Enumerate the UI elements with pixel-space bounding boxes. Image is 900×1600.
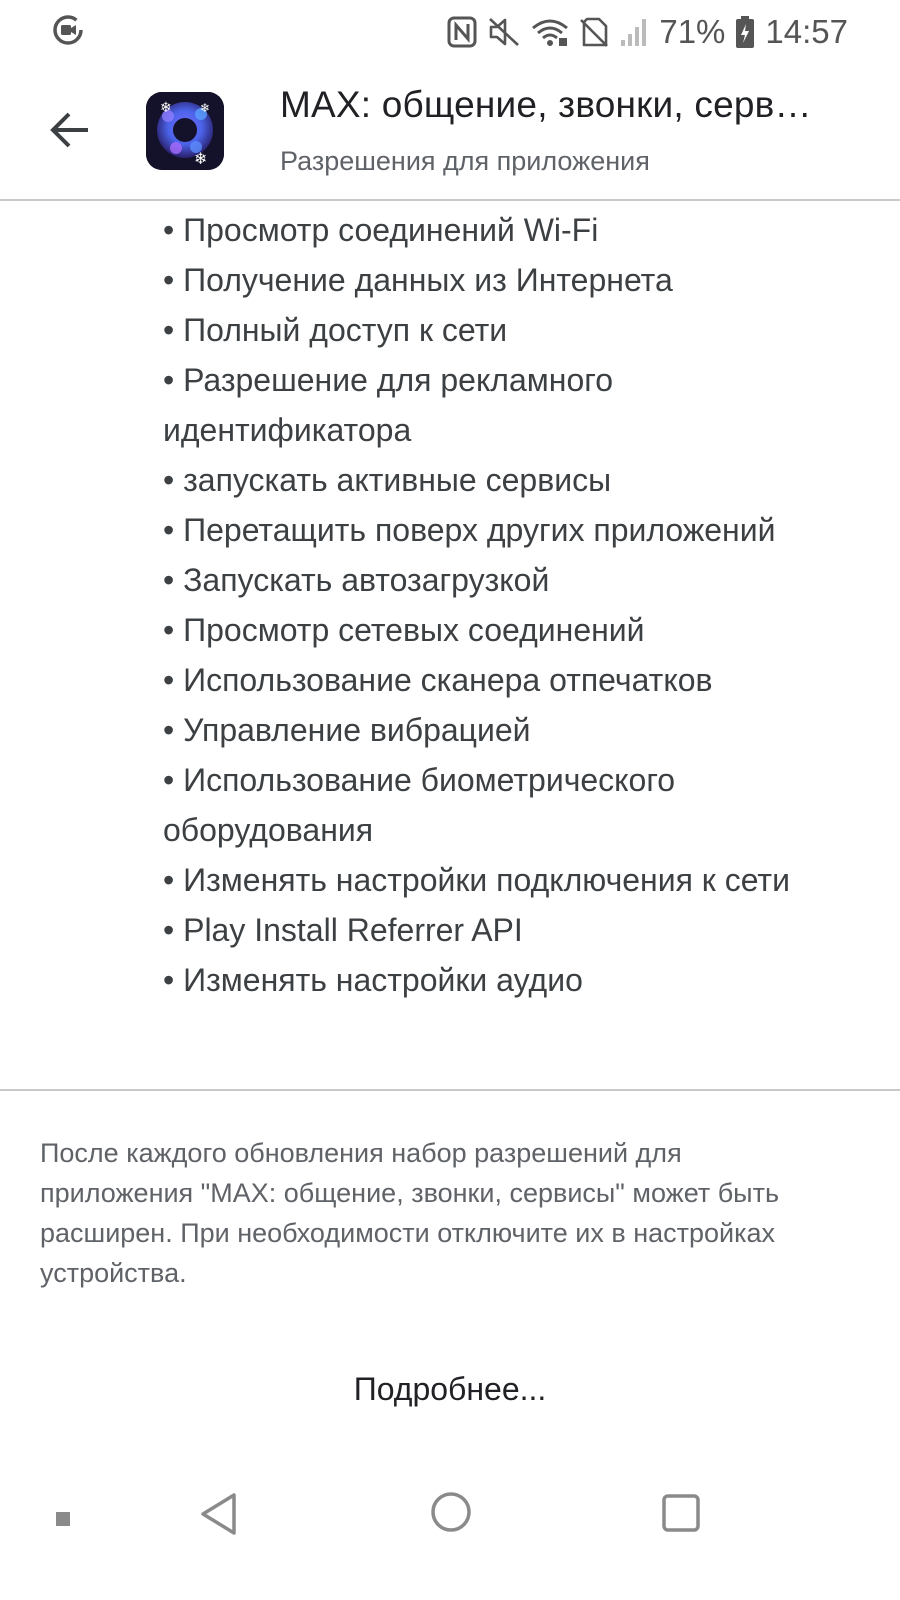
list-item: • Управление вибрацией xyxy=(163,712,531,748)
list-item: • Play Install Referrer API xyxy=(163,912,523,948)
app-header xyxy=(0,64,900,200)
back-button[interactable] xyxy=(40,100,100,160)
svg-text:❄: ❄ xyxy=(200,101,211,115)
small-square-icon xyxy=(54,1510,74,1530)
svg-text:❄: ❄ xyxy=(194,149,208,168)
list-item: • Просмотр сетевых соединений xyxy=(163,612,645,648)
list-item: • Использование сканера отпечатков xyxy=(163,662,713,698)
svg-text:❄: ❄ xyxy=(160,100,172,116)
circle-home-icon xyxy=(429,1490,473,1534)
app-icon xyxy=(146,92,224,170)
list-item: • Разрешение для рекламного идентификатора xyxy=(163,362,613,448)
status-bar xyxy=(0,0,900,64)
nav-back-button[interactable] xyxy=(198,1490,242,1543)
triangle-back-icon xyxy=(198,1490,242,1538)
system-nav-bar xyxy=(0,1520,900,1600)
nav-home-button[interactable] xyxy=(429,1490,473,1539)
nav-recents-button[interactable] xyxy=(660,1492,702,1539)
square-recents-icon xyxy=(660,1492,702,1534)
clock: 14:57 xyxy=(765,13,848,50)
list-item: • запускать активные сервисы xyxy=(163,462,612,498)
keyboard-toggle-button[interactable] xyxy=(54,1510,74,1535)
list-item: • Полный доступ к сети xyxy=(163,312,508,348)
list-divider xyxy=(0,1089,900,1091)
wifi-icon xyxy=(531,16,569,48)
no-sim-icon xyxy=(579,16,609,48)
mute-icon xyxy=(487,16,521,48)
screen-record-icon xyxy=(50,12,86,53)
list-item: • Использование биометрического оборудования xyxy=(163,762,676,848)
battery-percent: 71% xyxy=(659,13,726,50)
battery-charging-icon xyxy=(735,15,755,49)
more-info-link[interactable]: Подробнее... xyxy=(353,1371,547,1407)
list-item: • Запускать автозагрузкой xyxy=(163,562,550,598)
signal-icon xyxy=(619,16,649,48)
list-item: • Изменять настройки аудио xyxy=(163,962,583,998)
list-item: • Получение данных из Интернета xyxy=(163,262,673,298)
page-subtitle: Разрешения для приложения xyxy=(280,146,650,176)
status-icons xyxy=(447,10,848,54)
permissions-list xyxy=(163,201,803,1005)
list-item: • Изменять настройки подключения к сети xyxy=(163,862,790,898)
page-title: MAX: общение, звонки, серв… xyxy=(280,84,812,125)
list-item: • Перетащить поверх других приложений xyxy=(163,512,776,548)
arrow-back-icon xyxy=(48,108,92,152)
list-item: • Просмотр соединений Wi-Fi xyxy=(163,212,599,248)
permissions-scroll-area[interactable] xyxy=(0,201,900,1089)
update-permissions-note: После каждого обновления набор разрешений для приложения "MAX: общение, звонки, сервисы" может быть расширен. При необходимости отключите их в настройках устройства. xyxy=(40,1138,780,1288)
nfc-icon xyxy=(447,16,477,48)
